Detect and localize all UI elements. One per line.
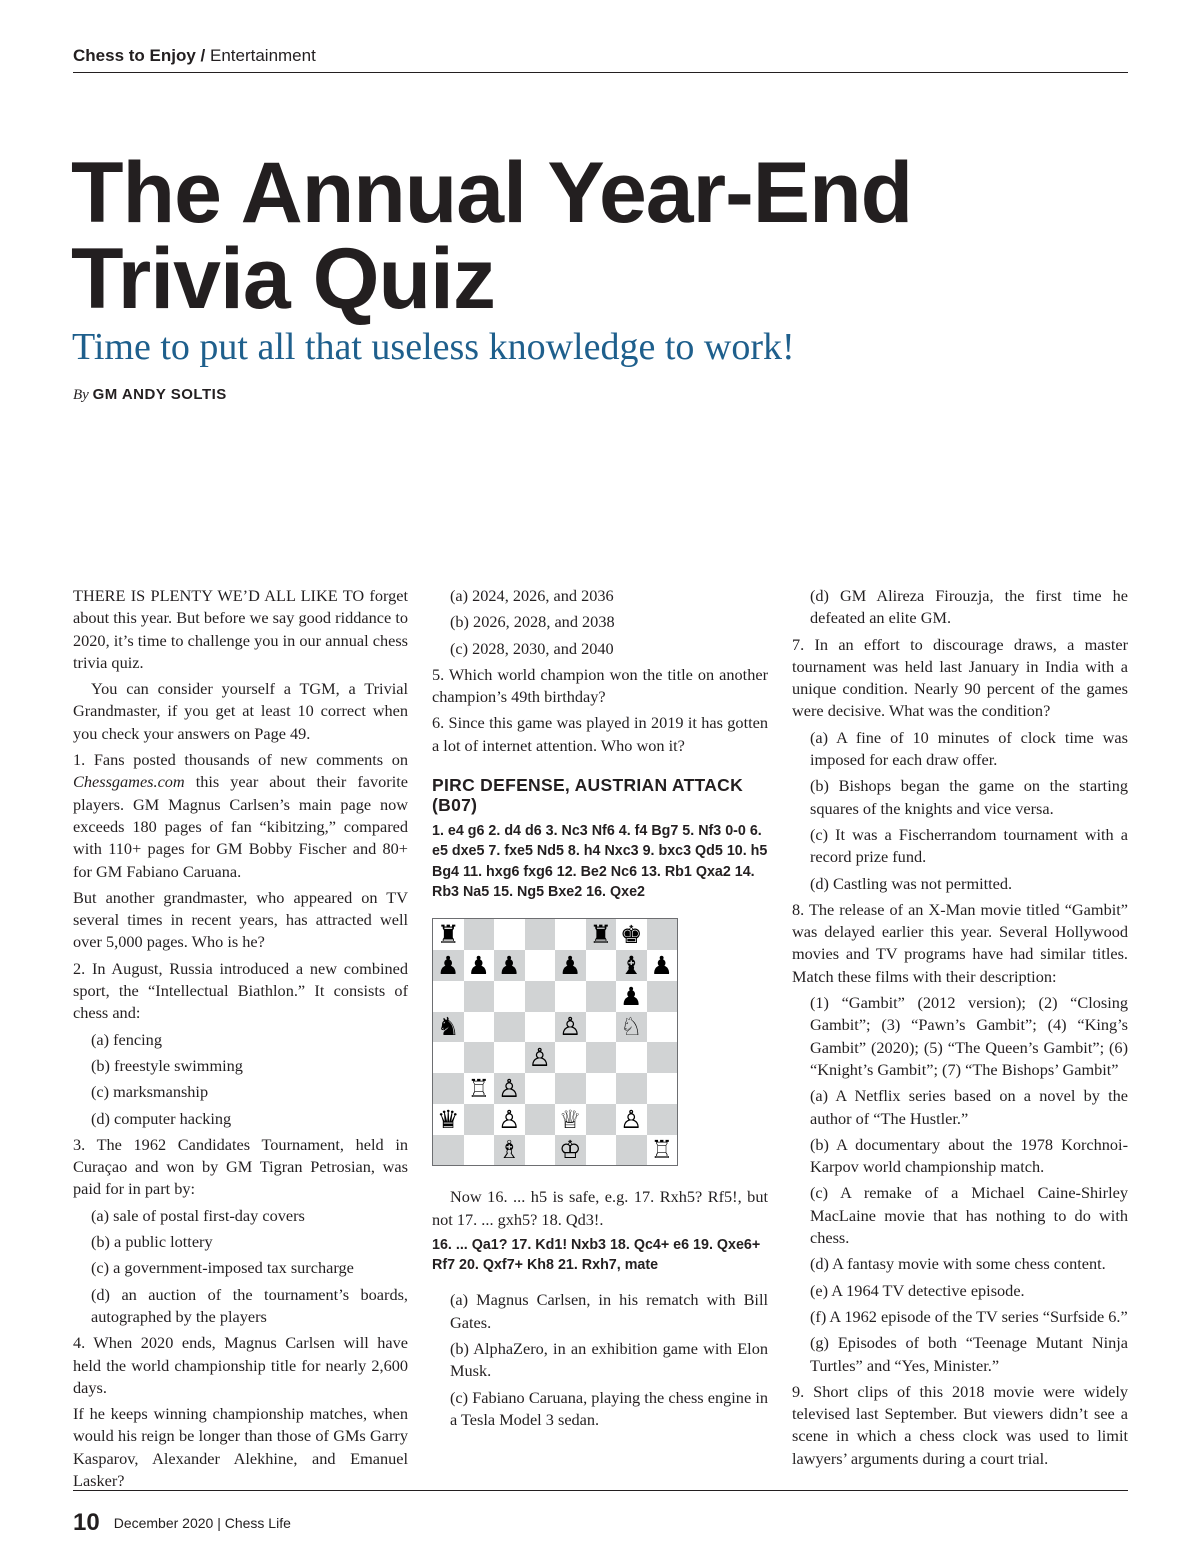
q8-option: (b) A documentary about the 1978 Korchnoi-Karpov world championship match.: [810, 1134, 1128, 1177]
board-square: [616, 1042, 647, 1073]
question-5: 5. Which world champion won the title on another champion’s 49th birthday?: [432, 664, 768, 707]
board-square: [586, 1042, 617, 1073]
q3-option: (a) sale of postal first-day covers: [91, 1205, 305, 1225]
chess-piece-square: ♟: [616, 981, 647, 1012]
q2-option: (d) computer hacking: [91, 1108, 232, 1128]
game-note: Now 16. ... h5 is safe, e.g. 17. Rxh5? Rf5!, but not 17. ... gxh5? 18. Qd3!.: [432, 1187, 768, 1229]
q3-option: (c) a government-imposed tax surcharge: [91, 1258, 354, 1278]
board-square: [586, 1135, 617, 1166]
chess-piece-square: ♔: [555, 1135, 586, 1166]
board-square: [464, 1104, 495, 1135]
board-square: [647, 1012, 678, 1043]
chess-piece-square: ♝: [616, 950, 647, 981]
board-square: [647, 919, 678, 950]
q6-option: (b) AlphaZero, in an exhibition game with Elon Musk.: [450, 1339, 768, 1381]
chess-piece-square: ♙: [555, 1012, 586, 1043]
chess-piece-square: ♙: [525, 1042, 556, 1073]
board-square: [464, 1135, 495, 1166]
q7-option: (c) It was a Fischerrandom tournament with a record prize fund.: [810, 824, 1128, 867]
question-1-followup: But another grandmaster, who appeared on TV several times in recent years, has attracted well over 5,000 pages. Who is he?: [73, 887, 408, 952]
board-square: [586, 1073, 617, 1104]
q8-option: (a) A Netflix series based on a novel by the author of “The Hustler.”: [810, 1086, 1128, 1128]
byline-author: GM ANDY SOLTIS: [92, 386, 227, 403]
game-moves-continuation: 16. ... Qa1? 17. Kd1! Nxb3 18. Qc4+ e6 19. Qxe6+ Rf7 20. Qxf7+ Kh8 21. Rxh7, mate: [432, 1236, 761, 1274]
board-square: [494, 1012, 525, 1043]
board-square: [525, 1135, 556, 1166]
q8-title-list: (1) “Gambit” (2012 version); (2) “Closing Gambit”; (3) “Pawn’s Gambit”; (4) “King’s Gambit” (2020); (5) “The Queen’s Gambit”; (6) “Knight’s Gambit”; (7) “The Bishops’ Gambit”: [810, 993, 1128, 1079]
board-square: [647, 981, 678, 1012]
board-square: [647, 1104, 678, 1135]
chess-piece-square: ♛: [433, 1104, 464, 1135]
column-1: [73, 585, 408, 1496]
column-3: [792, 585, 1128, 1474]
chess-piece-square: ♙: [616, 1104, 647, 1135]
board-square: [647, 1073, 678, 1104]
board-square: [525, 981, 556, 1012]
title-line-2: Trivia Quiz: [71, 231, 495, 327]
game-moves: 1. e4 g6 2. d4 d6 3. Nc3 Nf6 4. f4 Bg7 5. Nf3 0-0 6. e5 dxe5 7. fxe5 Nd5 8. h4 Nxc3 9. bxc3 Qd5 10. h5 Bg4 11. hxg6 fxg6 12. Be2 Nc6 13. Rb1 Qxa2 14. Rb3 Na5 15. Ng5 Bxe2 16. Qxe2: [432, 823, 768, 900]
board-square: [433, 1135, 464, 1166]
board-square: [494, 1042, 525, 1073]
byline: [73, 386, 227, 404]
chess-piece-square: ♟: [647, 950, 678, 981]
board-square: [525, 950, 556, 981]
question-7: 7. In an effort to discourage draws, a master tournament was held last January in India with a unique condition. Nearly 90 percent of the games were decisive. What was the condition?: [792, 634, 1128, 721]
q8-option: (e) A 1964 TV detective episode.: [810, 1280, 1025, 1300]
game-title: PIRC DEFENSE, AUSTRIAN ATTACK (B07): [432, 775, 744, 816]
question-2: 2. In August, Russia introduced a new combined sport, the “Intellectual Biathlon.” It consists of chess and:: [73, 958, 408, 1023]
question-4: 4. When 2020 ends, Magnus Carlsen will have held the world championship title for nearly 2,600 days.: [73, 1333, 408, 1397]
question-1: [73, 749, 408, 883]
q7-option: (d) Castling was not permitted.: [810, 873, 1013, 893]
intro-paragraph: THERE IS PLENTY WE’D ALL LIKE TO forget about this year. But before we say good riddance to 2020, it’s time to challenge you in our annual chess trivia quiz.: [73, 586, 408, 672]
q1-website: Chessgames.com: [73, 772, 185, 792]
chess-piece-square: ♜: [586, 919, 617, 950]
intro-paragraph-2: You can consider yourself a TGM, a Trivial Grandmaster, if you get at least 10 correct when you check your answers on Page 49.: [73, 679, 408, 743]
page-footer: [73, 1490, 1128, 1537]
question-4-followup: If he keeps winning championship matches, when would his reign be longer than those of GMs Garry Kasparov, Alexander Alekhine, and Emanuel Lasker?: [73, 1404, 408, 1490]
section-name: Chess to Enjoy: [73, 46, 196, 65]
chess-piece-square: ♖: [647, 1135, 678, 1166]
board-square: [464, 919, 495, 950]
question-8: 8. The release of an X-Man movie titled “Gambit” was delayed earlier this year. Several Hollywood movies and TV programs have had similar titles. Match these films with their description:: [792, 899, 1128, 986]
q2-option: (a) fencing: [91, 1029, 162, 1049]
page-number: 10: [73, 1509, 100, 1536]
q8-option: (c) A remake of a Michael Caine-Shirley MacLaine movie that has nothing to do with chess.: [810, 1183, 1128, 1248]
q4-option: (a) 2024, 2026, and 2036: [450, 586, 614, 605]
q2-option: (b) freestyle swimming: [91, 1055, 243, 1075]
board-square: [555, 919, 586, 950]
chess-piece-square: ♙: [494, 1104, 525, 1135]
q6-option: (c) Fabiano Caruana, playing the chess engine in a Tesla Model 3 sedan.: [450, 1387, 768, 1429]
header-separator: /: [195, 46, 210, 65]
q7-option: (a) A fine of 10 minutes of clock time was imposed for each draw offer.: [810, 727, 1128, 770]
question-3: 3. The 1962 Candidates Tournament, held in Curaçao and won by GM Tigran Petrosian, was paid for in part by:: [73, 1134, 408, 1199]
board-square: [586, 950, 617, 981]
q6-option: (a) Magnus Carlsen, in his rematch with Bill Gates.: [450, 1290, 768, 1332]
board-square: [433, 981, 464, 1012]
byline-by: By: [73, 387, 89, 403]
board-square: [586, 981, 617, 1012]
running-header: [73, 46, 1128, 73]
chess-diagram: [432, 918, 678, 1166]
q2-option: (c) marksmanship: [91, 1082, 209, 1102]
q1-text: 1. Fans posted thousands of new comments on: [73, 750, 408, 770]
board-square: [647, 1042, 678, 1073]
board-square: [555, 981, 586, 1012]
board-square: [525, 1073, 556, 1104]
chess-piece-square: ♖: [464, 1073, 495, 1104]
board-square: [586, 1012, 617, 1043]
board-square: [555, 1042, 586, 1073]
title-line-1: The Annual Year-End: [71, 145, 913, 241]
board-square: [525, 1104, 556, 1135]
column-2: [432, 585, 768, 1435]
question-9: 9. Short clips of this 2018 movie were widely televised last September. But viewers didn’t see a scene in which a chess clock was used to limit lawyers’ arguments during a court trial.: [792, 1381, 1128, 1468]
board-square: [525, 1012, 556, 1043]
board-square: [433, 1042, 464, 1073]
chess-piece-square: ♗: [494, 1135, 525, 1166]
q8-option: (f) A 1962 episode of the TV series “Surfside 6.”: [810, 1306, 1128, 1326]
q3-option: (d) an auction of the tournament’s boards, autographed by the players: [91, 1284, 408, 1326]
issue-info: December 2020 | Chess Life: [113, 1515, 291, 1531]
chess-piece-square: ♟: [494, 950, 525, 981]
chess-piece-square: ♞: [433, 1012, 464, 1043]
board-square: [616, 1073, 647, 1104]
subsection-name: Entertainment: [209, 46, 316, 65]
board-square: [616, 1135, 647, 1166]
chess-piece-square: ♙: [494, 1073, 525, 1104]
board-square: [464, 1042, 495, 1073]
q6-option: (d) GM Alireza Firouzja, the first time he defeated an elite GM.: [810, 586, 1128, 628]
board-square: [586, 1104, 617, 1135]
q1-text-2: this year about their favorite players. GM Magnus Carlsen’s main page now exceeds 180 pages of fan “kibitzing,” compared with 110+ pages for GM Bobby Fischer and 80+ for GM Fabiano Caruana.: [73, 772, 408, 881]
q3-option: (b) a public lottery: [91, 1232, 213, 1252]
board-square: [464, 981, 495, 1012]
board-square: [525, 919, 556, 950]
q4-option: (b) 2026, 2028, and 2038: [450, 612, 615, 632]
chess-piece-square: ♚: [616, 919, 647, 950]
board-square: [555, 1073, 586, 1104]
chess-piece-square: ♟: [433, 950, 464, 981]
board-square: [433, 1073, 464, 1104]
board-square: [494, 919, 525, 950]
chess-piece-square: ♟: [555, 950, 586, 981]
board-square: [494, 981, 525, 1012]
q7-option: (b) Bishops began the game on the starting squares of the knights and vice versa.: [810, 776, 1128, 818]
chess-piece-square: ♜: [433, 919, 464, 950]
q4-option: (c) 2028, 2030, and 2040: [450, 638, 614, 658]
chess-piece-square: ♘: [616, 1012, 647, 1043]
q8-option: (g) Episodes of both “Teenage Mutant Ninja Turtles” and “Yes, Minister.”: [810, 1333, 1128, 1375]
chess-piece-square: ♕: [555, 1104, 586, 1135]
article-title: [71, 145, 1071, 327]
question-6: 6. Since this game was played in 2019 it has gotten a lot of internet attention. Who won it?: [432, 713, 768, 755]
article-subtitle: Time to put all that useless knowledge to work!: [72, 326, 795, 368]
board-square: [464, 1012, 495, 1043]
q8-option: (d) A fantasy movie with some chess content.: [810, 1254, 1106, 1274]
chess-piece-square: ♟: [464, 950, 495, 981]
